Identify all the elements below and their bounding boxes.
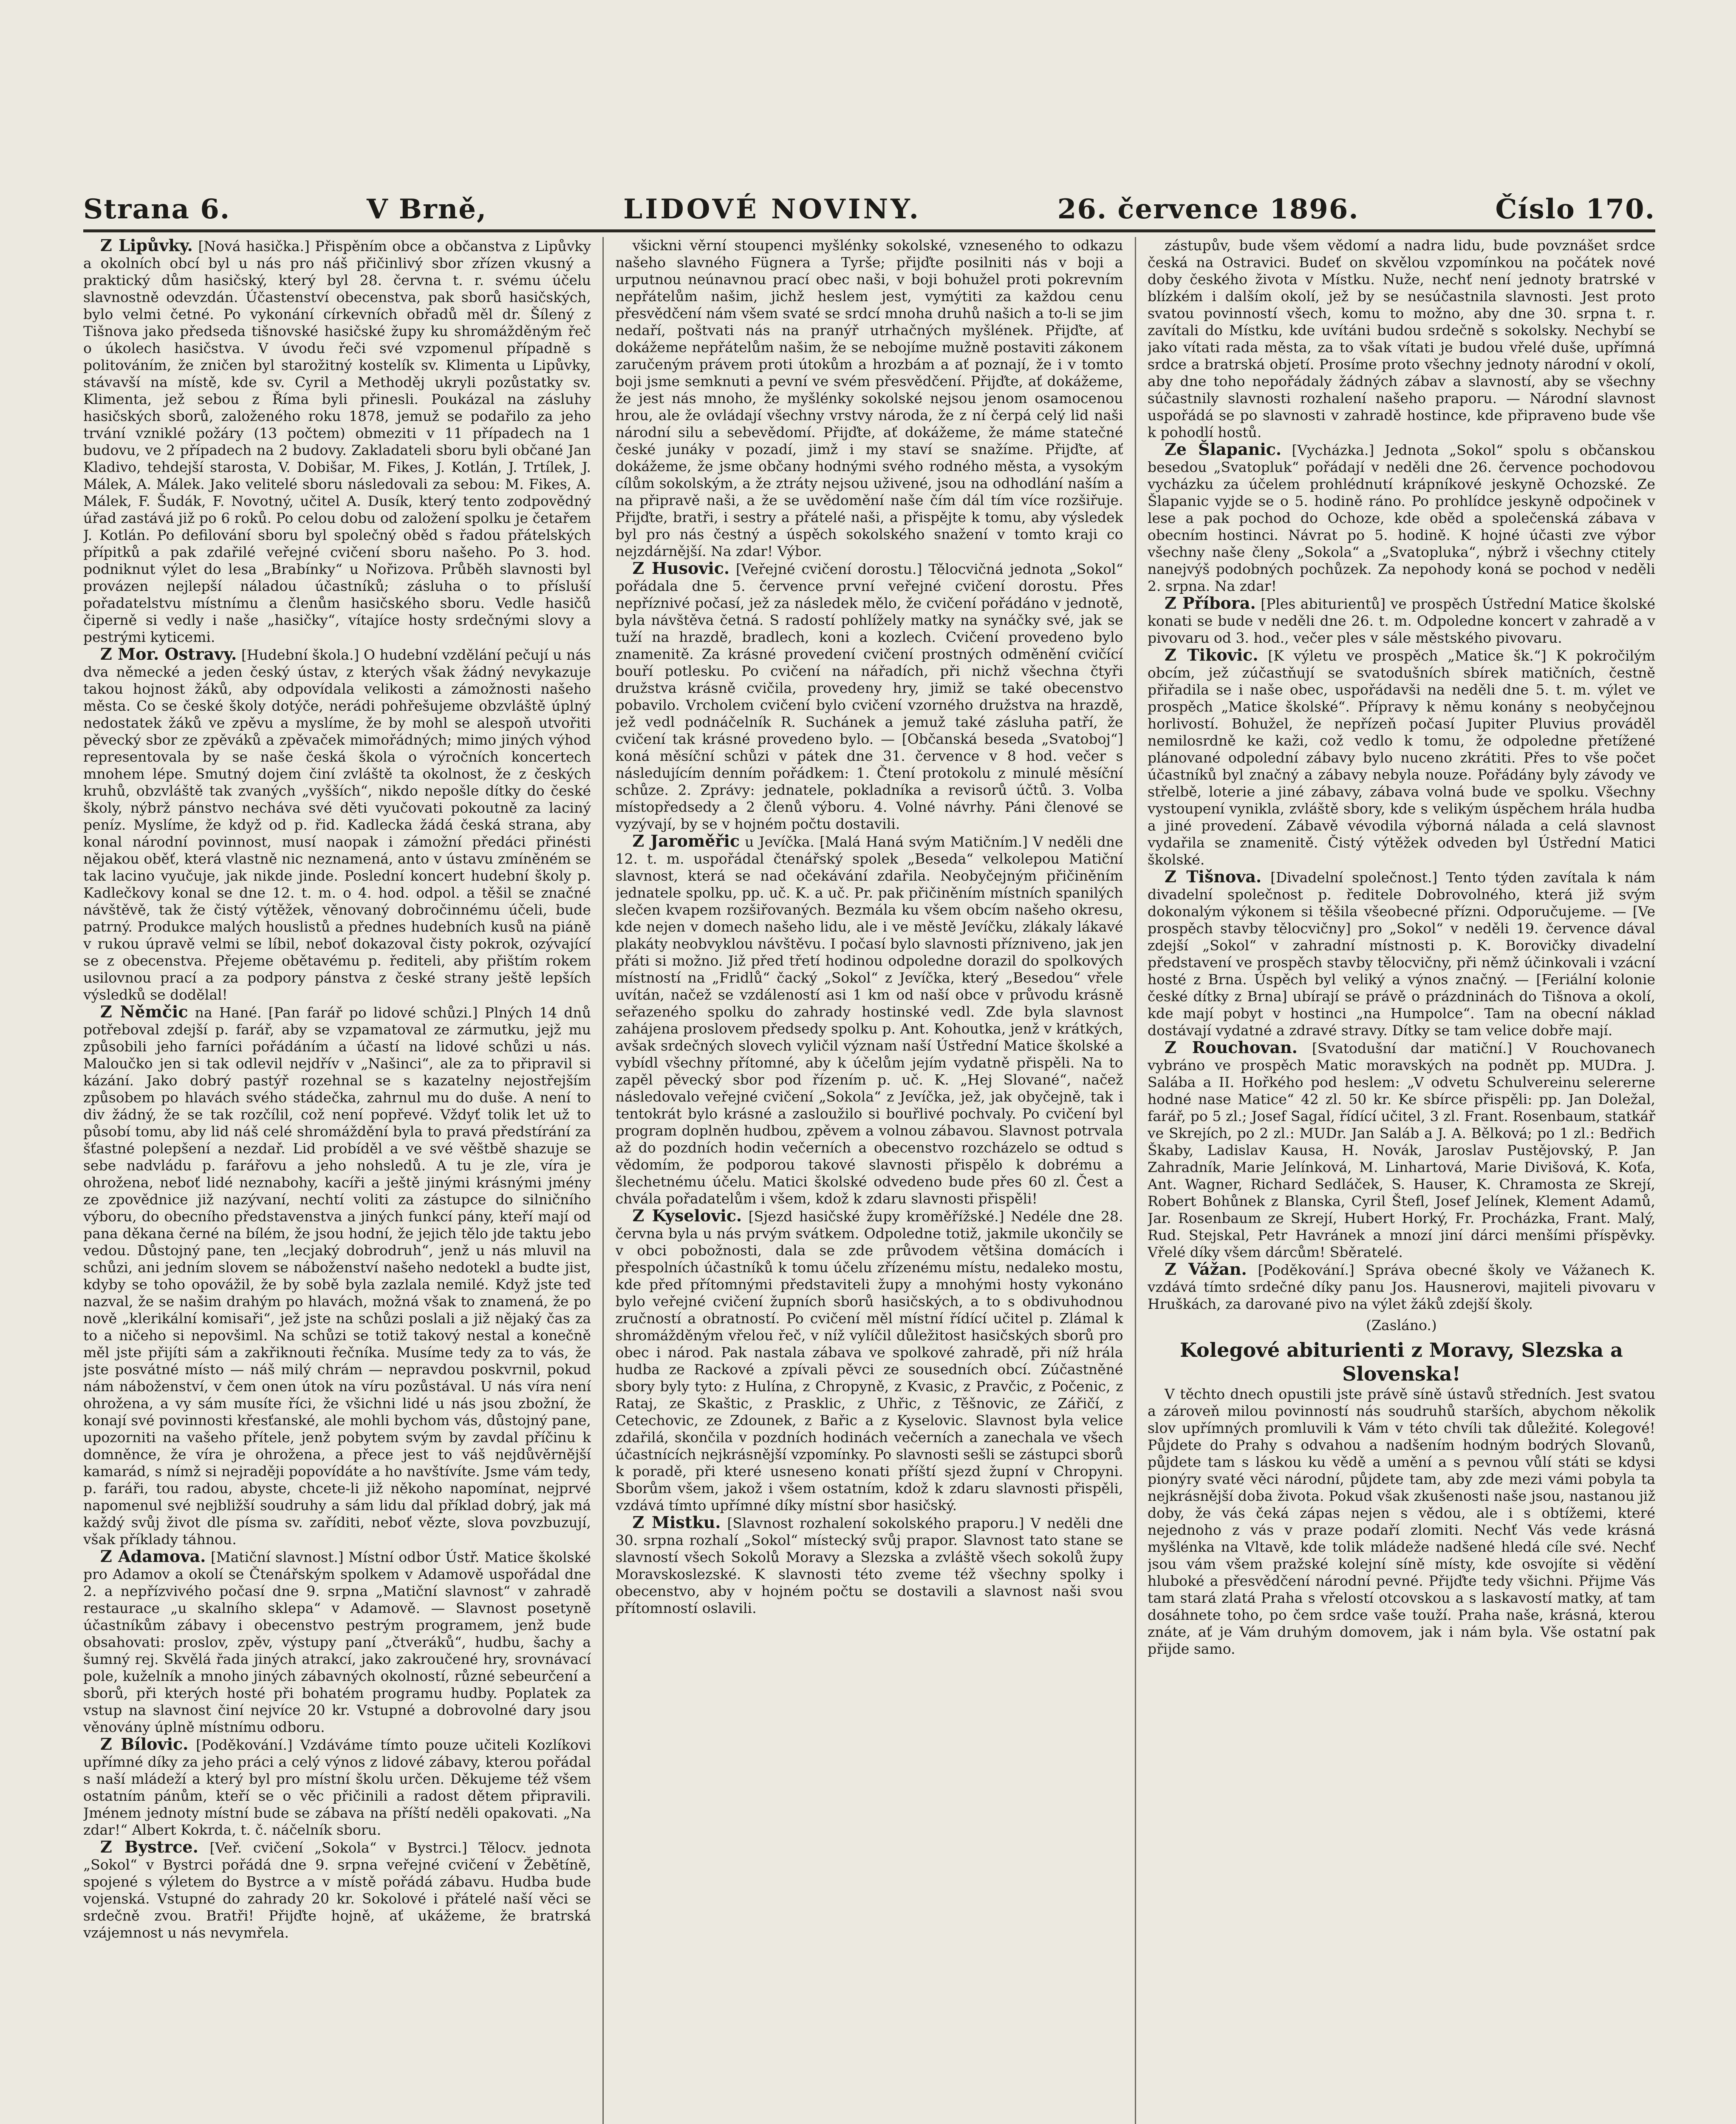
article-paragraph: [616, 833, 1123, 1207]
masthead: [83, 187, 1655, 232]
article-dateline: Z Tišnova.: [1165, 867, 1262, 886]
article-text: [Matiční slavnost.] Místní odbor Ústř. Matice školské pro Adamov a okolí se Čtenářským spolkem v Adamově uspořádal dne 2. a nepřízvivého počasí dne 9. srpna „Matiční slavnost“ v zahradě restaurace „u skalního sklepa“ v Adamově. — Slavnost posetyně účastníkům zábavy i obecenstvo pestrým programem, jenž bude obsahovati: proslov, zpěv, výstupy paní „čtveráků“, hudbu, šachy a šumný rej. Skvělá řada jiných atrakcí, jako zakroučené hry, srovnávací pole, kuželník a mnoho jiných zábavných okolností, různé sebeurčení a sborů, při kterých hosté při bohatém programu hudby. Poplatek za vstup na slavnost činí nejvíce 20 kr. Vstupné a dobrovolné dary jsou věnovány úplně místnímu odboru.: [83, 1549, 591, 1735]
article-text: [Svatodušní dar matiční.] V Rouchovanech vybráno ve prospěch Matic moravských na podnět pp. MUDra. J. Salába a II. Hořkého pod heslem: „V odvetu Schulvereinu selererne hodné nase Matice“ 42 zl. 50 kr. Ke sbírce přispěli: pp. Jan Doležal, farář, po 5 zl.; Josef Sagal, řídící učitel, 3 zl. Frant. Rosenbaum, statkář ve Skrejích, po 2 zl.: MUDr. Jan Saláb a J. A. Bělková; po 1 zl.: Bedřich Škaby, Ladislav Kausa, H. Novák, Jaroslav Pustějovský, P. Jan Zahradník, Marie Jelínková, M. Linhartová, Marie Divišová, K. Koťa, Ant. Wagner, Richard Sedláček, S. Hauser, K. Chramosta ze Skrejí, Robert Bohůnek z Blanska, Cyril Štefl, Josef Jelínek, Klement Adamů, Jar. Rosenbaum ze Skrejí, Hubert Horký, Fr. Procházka, Frant. Malý, Rud. Stejskal, Petr Havránek a mnozí jiní dárci menšími příspěvky. Vřelé díky všem dárcům! Sběratelé.: [1148, 1040, 1655, 1260]
column-2: [616, 237, 1123, 2124]
article-text: [Slavnost rozhalení sokolského praporu.] V neděli dne 30. srpna rozhalí „Sokol“ místecký svůj prapor. Slavnost tato stane se slavností všech Sokolů Moravy a Slezska a zvláště všech sokolů župy Moravskoslezské. K slavnosti této zveme též všechny spolky i obecenstvo, aby v hojném počtu se dostavili a slavnost naši svou přítomností oslavili.: [615, 1515, 1123, 1616]
issue-number: Číslo 170.: [1495, 193, 1655, 225]
article-paragraph: [1148, 1317, 1655, 1334]
article-text: [Hudební škola.] O hudební vzdělání pečují u nás dva německé a jeden český ústav, z kterých však žádný nevykazuje takou hojnost žáků, aby odpovídala velikosti a zámožnosti našeho města. Co se české školy dotýče, nerádi pohřešujeme obzvláště úplný nedostatek žáků ve zpěvu a myslíme, že by mohl se alespoň utvořiti pěvecký sbor ze zpěváků a zpěvaček mimořádných; mimo jiných výhod representovala by se naše česká škola o výročních koncertech mnohem lépe. Smutný dojem činí zvláště ta okolnost, že z českých kruhů, obzvláště tak zvaných „vyšších“, nikdo nepošle dítky do české školy, nýbrž pánstvo necháva své děti vyučovati pokoutně za laciný peníz. Myslíme, že když od p. řid. Kadlecka žádá česká strana, aby konal národní povinnost, musí naopak i zámožní předáci přinésti nějakou oběť, která vlastně nic neznamená, anto v ústavu zmíněném se tak lacino vyučuje, jak nikde jinde. Poslední koncert hudební školy p. Kadlečkovy konal se dne 12. t. m. o 4. hod. odpol. a těšil se značné návštěvě, tak že čistý výtěžek, věnovaný dobročinnému účeli, bude patrný. Produkce malých houslistů a přednes hudebních kusů na piáně v rukou úpravě velmi se líbil, neboť dokazoval čisty pokrok, ozývající se z obecenstva. Přejeme obětavému p. řediteli, aby přištím rokem usilovnou prací a za podpory pánstva z české strany ještě lepších výsledků se dodělal!: [83, 647, 591, 1003]
article-text: [Veř. cvičení „Sokola“ v Bystrci.] Tělocv. jednota „Sokol“ v Bystrci pořádá dne 9. srpna veřejné cvičení v Žebětíně, spojené s výletem do Bystrce a v místě pořádá zábavu. Hudba bude vojenská. Vstupné do zahrady 20 kr. Sokolové i přátelé naší věci se srdečně zvou. Bratři! Přijďte hojně, ať ukážeme, že bratrská vzájemnost u nás nevymřela.: [83, 1839, 591, 1941]
columns: [83, 237, 1655, 2124]
article-text: (Zasláno.): [1366, 1317, 1437, 1333]
article-text: [Divadelní společnost.] Tento týden zavítala k nám divadelní společnost p. ředitele Dobrovolného, která již svým dokonalým výkonem si těšila všeobecné přízni. Odporučujeme. — [Ve prospěch stavby tělocvičny] pro „Sokol“ v neděli 19. července dával zdejší „Sokol“ v zahradní místnosti p. K. Borovičky divadelní představení ve prospěch stavby tělocvičny, při němž účinkovali i vzácní hosté z Brna. Úspěch byl veliký a výnos značný. — [Feriální kolonie české dítky z Brna] ubírají se právě o prázdninách do Tišnova a okolí, kde mají pobyt v hostinci „na Humpolce“. Tam na obecní náklad dostávají vydatné a zdravé stravy. Dítky se tam velice dobře mají.: [1148, 869, 1655, 1039]
article-dateline: Ze Šlapanic.: [1165, 440, 1282, 459]
article-dateline: Z Vážan.: [1165, 1260, 1247, 1279]
article-dateline: Z Husovic.: [632, 559, 730, 578]
newspaper-title: LIDOVÉ NOVINY.: [623, 193, 921, 225]
column-3: [1148, 237, 1655, 2124]
article-text: [Sjezd hasičské župy kroměřížské.] Nedéle dne 28. června byla u nás prvým svátkem. Odpoledne totiž, jakmile ukončily se v obci pobožnosti, dala se zde průvodem většina domácích i přespolních účastníků k tomu účelu zřízenému místu, nedaleko mostu, kde před přítomnými představiteli župy a mnohými hosty vykonáno bylo veřejné cvičení župních sborů hasičských, a to s obdivuhodnou zručností a obratností. Po cvičení měl místní řídící učitel p. Zlámal k shromážděným vřelou řeč, v níž vylíčil důležitost hasičských sborů pro obec i národ. Pak nastala zábava ve spolkové zahradě, při níž hrála hudba ze Rackové a zpívali pěvci ze sousedních obcí. Zúčastněné sbory byly tyto: z Hulína, z Chropyně, z Kvasic, z Pravčic, z Počenic, z Rataj, ze Skaštic, z Prasklic, z Uhřic, z Těšnovic, ze Zářičí, z Cetechovic, ze Zdounek, z Bařic a z Kyselovic. Slavnost byla velice zdařilá, skončila v pozdních hodinách večerních a zanechala ve všech účastnících nejkrásnější vzpomínky. Po slavnosti sešli se zástupci sborů k poradě, při které usneseno konati příští sjezd župní v Chropyni. Sborům všem, jakož i všem ostatním, kdož k zdaru slavnosti přispěli, vzdává tímto upřímné díky místní sbor hasičský.: [615, 1208, 1123, 1514]
article-paragraph: [83, 646, 591, 1003]
article-paragraph: [616, 237, 1123, 560]
article-paragraph: [83, 1548, 591, 1736]
article-text: [Veřejné cvičení dorostu.] Tělocvičná jednota „Sokol“ pořádala dne 5. července první veřejné cvičení dorostu. Přes nepříznivé počasí, jež za následek mělo, že cvičení pořádáno v jednotě, byla návštěva četná. S radostí pohlížely matky na synáčky své, jak se tuží na hrazdě, bradlech, koni a kozlech. Cvičení provedeno bylo znamenitě. Za krásné provedení cvičení prostných odměnění cvičící bouří potlesku. Po cvičení na nářadích, při nichž všechna čtyři družstva krásně cvičila, provedeny hry, jimiž se také obecenstvo pobavilo. Vrcholem cvičení bylo cvičení vzorného družstva na hrazdě, jež vedl podnáčelník R. Suchánek a jemuž také zásluha patří, že cvičení tak krásné provedeno bylo. — [Občanská beseda „Svatoboj“] koná měsíční schůzi v pátek dne 31. července v 8 hod. večer s následujícím denním pořádkem: 1. Čtení protokolu z minulé měsíční schůze. 2. Zprávy: jednatele, pokladníka a revisorů účtů. 3. Volba místopředsedy a 2 členů výboru. 4. Volné návrhy. Páni členové se vyzývají, by se v hojném počtu dostavili.: [615, 561, 1123, 832]
article-paragraph: [1148, 1338, 1655, 1386]
article-paragraph: [1148, 595, 1655, 647]
column-1: [83, 237, 591, 2124]
article-text: [K výletu ve prospěch „Matice šk.“] K pokročilým obcím, jež zúčastňují se svatodušních sbírek matičních, čestně přiřadila se i naše obec, uspořádavši na neděli dne 5. t. m. výlet ve prospěch „Matice školské“. Přípravy k němu konány s neobyčejnou horlivostí. Bohužel, že nepřízeň počasí Jupiter Pluvius prováděl nemilosrdně ke kaži, což vedlo k tomu, že odpoledne přetížené plánované odpolední zábavy bylo nuceno zkrátiti. Přes to vše počet účastníků byl značný a zábavy nebyla nouze. Pořádány byly závody ve střelbě, loterie a jiné zábavy, zábava volná bude ve spolku. Všechny vystoupení vynikla, zvláště sbory, kde s velikým úspěchem hrála hudba a jiné provedení. Zábavě vévodila výborná nálada a celá slavnost vydařila se znamenitě. Čistý výtěžek odveden byl Ústřední Matici školské.: [1148, 647, 1655, 868]
article-dateline: Z Bystrce.: [100, 1837, 198, 1856]
article-dateline: Z Příbora.: [1165, 593, 1256, 613]
article-text: všickni věrní stoupenci myšlénky sokolské, vzneseného to odkazu našeho slavného Fügnera a Tyrše; přijďte posilniti nás v boji a urputnou neúnavnou prací obec naši, v boji bohužel proti pokrevním nepřátelům našim, jichž heslem jest, vymýtiti za každou cenu přesvědčení nám všem svaté se srdcí mnoha druhů našich a to-li se jim nedaří, poštvati nás na pranýř utrhačných myšlének. Přijďte, ať dokážeme nepřátelům našim, že se nebojíme mužně postaviti zákonem zaručeným právem proti útokům a hrozbám a ať poznají, že i v tomto boji jsme semknuti a pevní ve svém přesvědčení. Přijďte, ať dokážeme, že jest nás mnoho, že myšlénky sokolské nejsou jenom osamocenou hrou, ale že ovládají všechny vrstvy národa, že z ní čerpá celý lid naši národní silu a sebevědomí. Přijďte, ať dokážeme, že máme statečné české junáky v pozadí, jimž i my staví se snažíme. Přijďte, ať dokážeme, že jsme občany hodnými svého rodného města, a vysokým cílům sokolským, a že ztráty nejsou uživené, jsou na odhodlání naším a na připravě naši, a že se uvědomění naše čím dál tím více rozšiřuje. Přijďte, bratři, i sestry a přátelé naši, a přispějte k tomu, aby výsledek byl pro nás čestný a úspěch sokolského snažení v tomto kraji co nejzdárnější. Na zdar! Výbor.: [615, 237, 1123, 559]
article-paragraph: [83, 1003, 591, 1548]
article-dateline: Z Rouchovan.: [1165, 1038, 1298, 1057]
article-paragraph: [1148, 647, 1655, 868]
article-dateline: Z Lipůvky.: [100, 237, 193, 255]
article-dateline: Z Adamova.: [100, 1547, 206, 1566]
article-text: [Vycházka.] Jednota „Sokol“ spolu s občanskou besedou „Svatopluk“ pořádají v neděli dne 26. července pochodovou vycházku za účelem prohlédnutí krápníkové jeskyně Ochozské. Ze Šlapanic vyjde se o 5. hodině ráno. Po prohlídce jeskyně odpočinek v lese a pak pochod do Ochoze, kde oběd a společenská zábava v obecním hostinci. Návrat po 5. hodině. K hojné účasti zve výbor všechny naše členy „Sokola“ a „Svatopluka“, nýbrž i všechny ctitely nanejvýš podobných pochůzek. Za nepohody koná se pochod v neděli 2. srpna. Na zdar!: [1148, 442, 1655, 594]
article-paragraph: [1148, 1039, 1655, 1261]
article-dateline: Z Bílovic.: [100, 1734, 189, 1754]
article-paragraph: [1148, 868, 1655, 1039]
column-rule: [1135, 237, 1136, 2124]
article-paragraph: [616, 1207, 1123, 1514]
article-paragraph: [83, 237, 591, 646]
article-paragraph: [1148, 1386, 1655, 1658]
article-text: na Hané. [Pan farář po lidové schůzi.] Plných 14 dnů potřeboval zdejší p. farář, aby se vzpamatoval ze zármutku, jejž mu způsobili jeho farníci pořádáním a účastí na lidové schůzi u nás. Maloučko jen si tak odlevil nejdřív v „Našinci“, ale za to připravil si kázání. Jako dobrý pastýř rozehnal se s kazatelny nejostřejším způsobem po hlavách svého stádečka, zahrnul mu do duše. A není to div žádný, že se tak rozčílil, což není popřevé. Vždyť tolik let už to působí tomu, aby lid náš celé shromáždění byla to pravá předstírání za šťastné polepšení a nezdař. Lid probíděl a ve své věštbě shazuje se sebe nadvládu p. farářovu a jeho nohsledů. A tu je zle, víra je ohrožena, neboť lidé neznabohy, kacíři a ještě jinými krásnými jmény ze zpovědnice již nazývaní, nechtí voliti za zástupce do silničního výboru, do obecního představenstva a jiných funkcí pány, kteří mají od pana děkana černé na bílém, že jsou hodní, že jejich tělo jde taktu jebo vedou. Důstojný pane, ten „lecjaký dobrodruh“, jenž u nás mluvil na schůzi, ani jedním slovem se náboženství našeho nedotekl a budte jist, kdyby se toho opovážil, že by sobě byla zazlala nemilé. Když jste teď nazval, že se našim drahým po hlavách, možná však to znamená, že po nově „klerikální komisaři“, jež jste na schůzi poslali a již nějaký čas za to a ničeho si nepovšiml. Na schůzi se totiž takový nestal a konečně měl jste přijíti sám a zakřiknouti řečníka. Musíme tedy za to vás, že jste posvátné místo — náš milý chrám — nepravdou poskvrnil, pokud nám náboženství, v čem onen útok na víru pozůstával. U nás víra není ohrožena, a vy sám musíte říci, že všichni lidé u nás jsou zbožní, že konají své povinnosti křesťanské, ale mohli bychom vás, důstojný pane, upozorniti na vašeho přítele, jenž pobytem svým by zavdal příčinu k domněnce, že víra je ohrožena, a přece jest to váš nejdůvěrnější kamarád, s nímž si nejraději popovídáte a ho navštívíte. Jsme vám tedy, p. faráři, tou radou, abyste, chcete-li již někoho napomínat, nejprvé napomenul své nejbližší soudruhy a sám lidu dal příklad dobrý, jak má každý svůj život dle písma sv. zaříditi, neboť vězte, slova povzbuzují, však příklady táhnou.: [83, 1004, 591, 1548]
article-text: V těchto dnech opustili jste právě síně ústavů středních. Jest svatou a zároveň milou povinností nás soudruhů starších, abychom několik slov upřímných promluvili k Vám v této chvíli tak důležité. Kolegové! Půjdete do Prahy s odvahou a nadšením hodným bodrých Slovanů, půjdete tam s láskou ku vědě a umění a s pevnou vůlí státi se kdysi pionýry svaté věci národní, půjdete tam, aby zde mezi vámi pobyla ta nejkrásnější doba života. Pokud však zkušenosti naše jsou, nastanou již doby, že vás čeká zápas nejen s vědou, ale i s obtížemi, které nejednoho z vás v praze podaří zlomiti. Nechť Vás vede krásná myšlénka na Vltavě, kde tolik mládeže nadšené hledá cíle své. Nechť jsou vám všem pražské kolejní síně místy, kde osvojíte si vědění hluboké a přesvědčení národní pevné. Přijďte tedy všichni. Přijme Vás tam stará zlatá Praha s vřelostí otcovskou a s laskavostí matky, ať tam dosáhnete toho, po čem srdce vaše touží. Praha naše, krásná, kterou znáte, ať je Vám druhým domovem, jak i nám byla. Vše ostatní pak přijde samo.: [1148, 1386, 1655, 1657]
newspaper-page: [83, 187, 1655, 2124]
issue-date: 26. července 1896.: [1057, 193, 1359, 225]
article-paragraph: [83, 1839, 591, 1941]
article-dateline: Z Tikovic.: [1165, 645, 1258, 664]
article-dateline: Z Kyselovic.: [632, 1206, 742, 1225]
article-text: u Jevíčka. [Malá Haná svým Matičním.] V neděli dne 12. t. m. uspořádal čtenářský spolek „Beseda“ velkolepou Matiční slavnost, která se nad očekávání zdařila. Neobyčejným přičiněním jednatele spolku, pp. uč. K. a uč. Pr. pak přičiněním místních spanilých slečen kvapem rozšiřovaných. Bezmála ku všem obcím našeho okresu, kde nejen v domech našeho lidu, ale i ve městě Jevíčku, zlákaly lákavé plakáty neobvyklou návštěvu. I počasí bylo slavnosti přízniveno, jak jen přáti si možno. Již před třetí hodinou odpoledne dorazil do spolkových místností na „Fridlů“ čacký „Sokol“ z Jevíčka, který „Besedou“ vřele uvítán, načež se vzdáleností asi 1 km od naší obce v průvodu krásně seřazeného spolku do zahrady hostinské vedl. Zde byla slavnost zahájena proslovem předsedy spolku p. Ant. Kohoutka, jenž v krátkých, avšak srdečných slovech vyličil význam naší Ústřední Matice školské a vybídl všechny přítomné, aby k účelům jejím vydatně přispěli. Na to zapěl pěvecký sbor pod řízením p. uč. K. „Hej Slované“, načež následovalo veřejné cvičení „Sokola“ z Jevíčka, jež, jak obyčejně, tak i tentokrát bylo krásné a zasloužilo si bouřlivé pochvaly. Po cvičení byl program doplněn hudbou, zpěvem a volnou zábavou. Slavnost potrvala až do pozdních hodin večerních a obecenstvo rozcházelo se odtud s vědomím, že podporou takové slavnosti přispělo k dobrému a šlechetnému účelu. Matici školské odvedeno bude přes 60 zl. Čest a chvála pořadatelům i všem, kdož k zdaru slavnosti přispěli!: [615, 833, 1123, 1207]
article-text: [Poděkování.] Správa obecné školy ve Vážanech K. vzdává tímto srdečné díky panu Jos. Hausnerovi, majiteli pivovaru v Hruškách, za darované pivo na výlet žáků zdejší školy.: [1148, 1262, 1655, 1312]
column-rule: [602, 237, 604, 2124]
article-paragraph: [616, 560, 1123, 833]
article-paragraph: [83, 1736, 591, 1839]
article-text: [Poděkování.] Vzdáváme tímto pouze učiteli Kozlíkovi upřímné díky za jeho práci a celý výnos z lidové zábavy, kterou pořádal s naší mládeží a který byl pro místní školu určen. Děkujeme též všem ostatním pánům, kteří se o věc přičinili a radost dětem připravili. Jménem jednoty místní bude se zábava na příští neděli opakovati. „Na zdar!“ Albert Kokrda, t. č. náčelník sboru.: [83, 1737, 591, 1838]
article-paragraph: [616, 1514, 1123, 1617]
article-paragraph: [1148, 237, 1655, 441]
article-paragraph: [1148, 1261, 1655, 1313]
article-dateline: Z Mor. Ostravy.: [100, 644, 237, 664]
article-dateline: Z Němčic: [100, 1002, 188, 1021]
city-label: V Brně,: [366, 193, 487, 225]
article-text: Kolegové abiturienti z Moravy, Slezska a Slovenska!: [1180, 1339, 1623, 1385]
article-paragraph: [1148, 441, 1655, 595]
article-text: [Nová hasička.] Přispěním obce a občanstva z Lipůvky a okolních obcí byl u nás pro náš přičinlivý sbor zřízen vkusný a praktický dům hasičský, který byl 28. června t. r. svému účelu slavnostně odevzdán. Účastenství obecenstva, pak sborů hasičských, bylo velmi četné. Po vykonání církevních obřadů měl dr. Šílený z Tišnova jako předseda tišnovské hasičské župy ku shromážděným řeč o úkolech hasičstva. V úvodu řeči své vzpomenul případně s politováním, že zničen byl starožitný kostelík sv. Klimenta u Lipůvky, stávavší na místě, kde sv. Cyril a Methoděj ukryli pozůstatky sv. Klimenta, jež sebou z Říma byli přinesli. Poukázal na zásluhy hasičských sborů, založeného roku 1878, jemuž se podařilo za jeho trvání vzniklé požáry (13 počtem) obmeziti v 11 případech na 1 budovu, ve 2 případech na 2 budovy. Zakladateli sboru byli občané Jan Kladivo, tehdejší starosta, V. Dobišar, M. Fikes, J. Kotlán, J. Trtílek, J. Málek, A. Málek. Jako velitelé sboru následovali za sebou: M. Fikes, A. Málek, F. Šudák, F. Novotný, učitel A. Dusík, který tento zodpovědný úřad zastává již po 6 roků. Po celou dobu od založení spolku je četařem J. Kotlán. Po defilování sboru byl společný oběd s řadou přátelských přípitků a pak zdařilé veřejné cvičení sboru našeho. Po 3. hod. podniknut výlet do lesa „Brabínky“ u Nořizova. Průběh slavnosti byl provázen nejlepší náladou účastníků; zásluha o to přísluší pořadatelstvu místnímu a členům hasičského sboru. Vedle hasičů čiperně si vedly i naše „hasičky“, vítajíce hosty srdečnými slovy a pestrými kyticemi.: [83, 238, 591, 645]
article-dateline: Z Jaroměřic: [632, 831, 740, 850]
article-text: zástupův, bude všem vědomí a nadra lidu, bude povznášet srdce česká na Ostravici. Budeť on skvělou vzpomínkou na počátek nové doby českého života v Místku. Nuže, nechť není jednoty bratrské v blízkém i dalším okolí, jež by se nesúčastnila slavnosti. Jest proto svatou povinností všech, komu to možno, aby dne 30. srpna t. r. zavítali do Místku, kde uvítáni budou srdečně s sokolsky. Nechybí se jako vítati rada města, za to však vítati je budou vřelé duše, upřímná srdce a bratrská objetí. Prosíme proto všechny jednoty národní v okolí, aby dne toho nepořádaly žádných zábav a slavností, aby se všechny súčastnily slavnosti rozhalení našeho praporu. — Národní slavnost uspořádá se po slavnosti v zahradě hostince, kde připraveno bude vše k pohodlí hostů.: [1148, 237, 1655, 441]
article-dateline: Z Mistku.: [632, 1513, 721, 1532]
article-text: [Ples abiturientů] ve prospěch Ústřední Matice školské konati se bude v neděli dne 26. t. m. Odpoledne koncert v zahradě a v pivovaru od 3. hod., večer ples v sále městského pivovaru.: [1148, 596, 1655, 646]
page-number: Strana 6.: [83, 193, 231, 225]
